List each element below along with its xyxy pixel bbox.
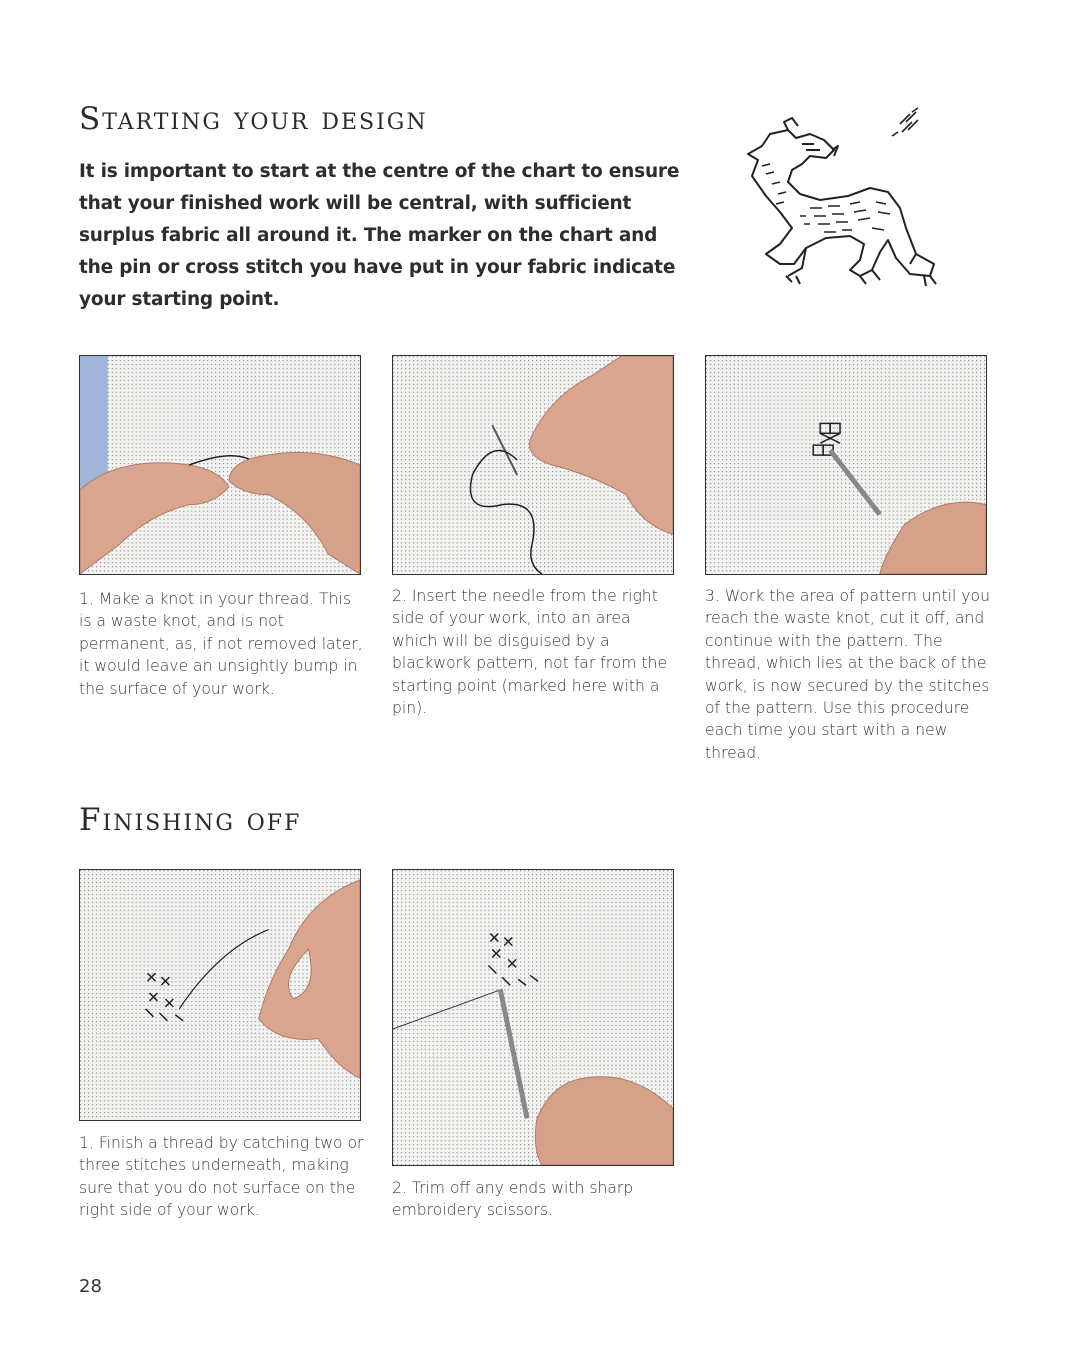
caption-finishing-1: 1. Finish a thread by catching two or three stitches underneath, making sure that you do not surface on the right side of your work. (79, 1134, 364, 1220)
caption-finishing-2: 2. Trim off any ends with sharp embroidery scissors. (392, 1179, 634, 1220)
caption-starting-2: 2. Insert the needle from the right side of your work, into an area which will be disguised by a blackwork pattern, not far from the starting point (marked here with a pin). (392, 587, 668, 718)
photo-step-3-pattern (705, 355, 987, 575)
section-heading-finishing: Finishing off (79, 802, 302, 838)
page-number: 28 (79, 1276, 102, 1297)
dragon-motif-illustration (740, 104, 940, 289)
caption-starting-3: 3. Work the area of pattern until you reach the waste knot, cut it off, and continue with the pattern. The thread, which lies at the back of the work, is now secured by the stitches of the pattern. Use this procedure each time you start with a new thread. (705, 587, 990, 762)
caption-starting-1: 1. Make a knot in your thread. This is a waste knot, and is not permanent, as, if not removed later, it would leave an unsightly bump in the surface of your work. (79, 590, 363, 698)
intro-paragraph: It is important to start at the centre of the chart to ensure that your finished work will be central, with sufficient surplus fabric all around it. The marker on the chart and the pin or cross stitch you have put in your fabric indicate your starting point. (79, 161, 680, 310)
photo-finish-2-trim (392, 869, 674, 1166)
photo-step-2-needle (392, 355, 674, 575)
photo-step-1-knot (79, 355, 361, 575)
section-heading-starting: Starting your design (79, 101, 428, 137)
photo-finish-1-catch (79, 869, 361, 1121)
